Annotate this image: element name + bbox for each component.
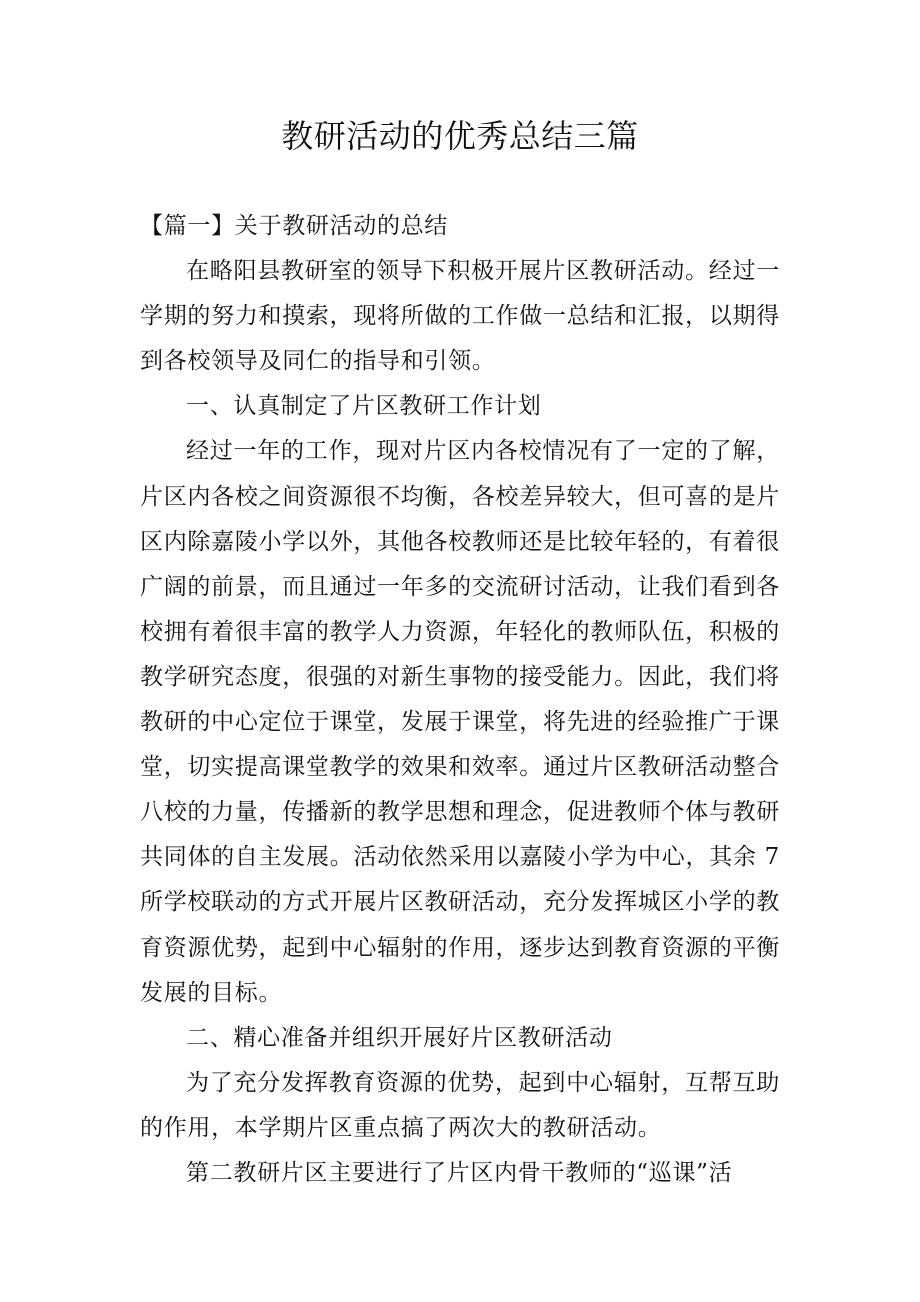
paragraph-intro: 在略阳县教研室的领导下积极开展片区教研活动。经过一学期的努力和摸索，现将所做的工作做一总结和汇报，以期得到各校领导及同仁的指导和引领。 [140,258,780,375]
document-body [140,204,780,1196]
paragraph-work-review: 经过一年的工作，现对片区内各校情况有了一定的了解，片区内各校之间资源很不均衡，各校差异较大，但可喜的是片区内除嘉陵小学以外，其他各校教师还是比较年轻的，有着很广阔的前景，而且通过一年多的交流研讨活动，让我们看到各校拥有着很丰富的教学人力资源，年轻化的教师队伍，积极的教学研究态度，很强的对新生事物的接受能力。因此，我们将教研的中心定位于课堂，发展于课堂，将先进的经验推广于课堂，切实提高课堂教学的效果和效率。通过片区教研活动整合八校的力量，传播新的教学思想和理念，促进教师个体与教研共同体的自主发展。活动依然采用以嘉陵小学为中心，其余 7 所学校联动的方式开展片区教研活动，充分发挥城区小学的教育资源优势，起到中心辐射的作用，逐步达到教育资源的平衡发展的目标。 [140,438,780,1006]
document-title: 教研活动的优秀总结三篇 [281,117,639,155]
subheading-plan: 一、认真制定了片区教研工作计划 [186,393,542,420]
paragraph-resource-advantage: 为了充分发挥教育资源的优势，起到中心辐射，互帮互助的作用，本学期片区重点搞了两次大的教研活动。 [140,1069,780,1141]
subheading-organize-activities: 二、精心准备并组织开展好片区教研活动 [186,1024,613,1051]
paragraph-patrol-lessons: 第二教研片区主要进行了片区内骨干教师的“巡课”活 [186,1159,733,1186]
section-heading-part-one: 【篇一】关于教研活动的总结 [140,213,449,239]
